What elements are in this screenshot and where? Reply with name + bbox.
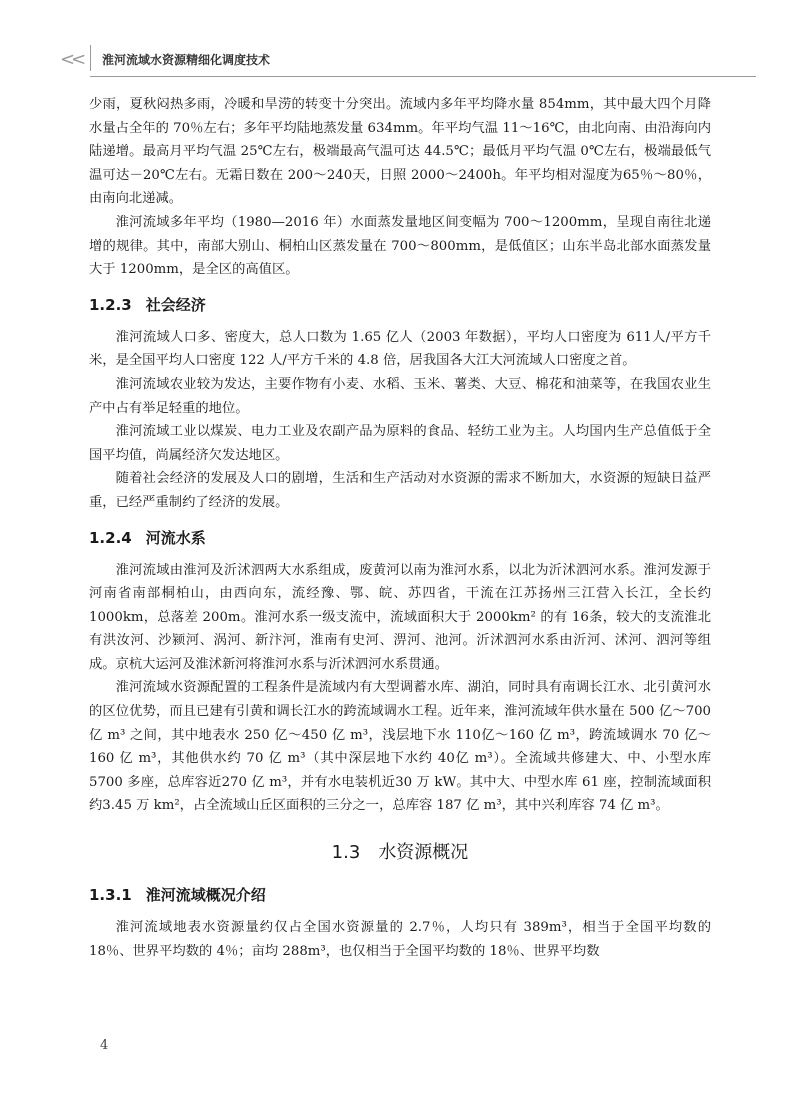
book-title: 淮河流域水资源精细化调度技术: [102, 53, 271, 67]
section-number: 1.2.4: [89, 528, 132, 547]
header-divider: [90, 45, 91, 71]
paragraph-river-system: 淮河流域由淮河及沂沭泗两大水系组成，废黄河以南为淮河水系，以北为沂沭泗河水系。淮河发源于河南省南部桐柏山，由西向东，流经豫、鄂、皖、苏四省，干流在江苏扬州三江营入长江，全长约 1000km，总落差 200m。淮河水系一级支流中，流域面积大于 2000km² 的有 16条，较大的支流淮北有洪汝河、沙颍河、涡河、新汴河，淮南有史河、淠河、池河。沂沭泗河水系由沂河、沭河、泗河等组成。京杭大运河及淮沭新河将淮河水系与沂沭泗河水系贯通。: [89, 562, 711, 672]
section-number: 1.2.3: [89, 295, 132, 314]
paragraph-agriculture: 淮河流域农业较为发达，主要作物有小麦、水稻、玉米、薯类、大豆、棉花和油菜等，在我国农业生产中占有举足轻重的地位。: [89, 376, 711, 416]
paragraph-surface-water: 淮河流域地表水资源量约仅占全国水资源量的 2.7％，人均只有 389m³，相当于全国平均数的 18％、世界平均数的 4％；亩均 288m³，也仅相当于全国平均数的 18％、世界平均数: [89, 920, 711, 959]
header-rule: [90, 76, 756, 77]
paragraph-water-supply: 淮河流域水资源配置的工程条件是流域内有大型调蓄水库、湖泊，同时具有南调长江水、北引黄河水的区位优势，而且已建有引黄和调长江水的跨流域调水工程。近年来，淮河流域年供水量在 500 亿～700 亿 m³ 之间，其中地表水 250 亿～450 亿 m³，浅层地下水 110亿～160 亿 m³，跨流域调水 70 亿～160 亿 m³，其他供水约 70 亿 m³（其中深层地下水约 40亿 m³）。全流域共修建大、中、小型水库 5700 多座，总库容近270 亿 m³，并有水电装机近30 万 kW。其中大、中型水库 61 座，控制流域面积约3.45 万 km²，占全流域山丘区面积的三分之一，总库容 187 亿 m³，其中兴利库容 74 亿 m³。: [89, 680, 711, 814]
paragraph-climate: 少雨，夏秋闷热多雨，冷暖和旱涝的转变十分突出。流域内多年平均降水量 854mm，其中最大四个月降水量占全年的 70％左右；多年平均陆地蒸发量 634mm。年平均气温 11～16℃，由北向南、由沿海向内陆递增。最高月平均气温 25℃左右，极端最高气温可达 44.5℃；最低月平均气温 0℃左右，极端最低气温可达－20℃左右。无霜日数在 200～240天，日照 2000～2400h。年平均相对湿度为65％～80％，由南向北递减。: [89, 97, 711, 207]
section-title: 社会经济: [145, 295, 206, 314]
chapter-title: 水资源概况: [378, 842, 469, 864]
paragraph-water-demand: 随着社会经济的发展及人口的剧增，生活和生产活动对水资源的需求不断加大，水资源的短缺日益严重，已经严重制约了经济的发展。: [89, 471, 711, 510]
running-header: [56, 43, 756, 81]
paragraph-evaporation: 淮河流域多年平均（1980—2016 年）水面蒸发量地区间变幅为 700～1200mm，呈现自南往北递增的规律。其中，南部大别山、桐柏山区蒸发量在 700～800mm，是低值区；山东半岛北部水面蒸发量大于 1200mm，是全区的高值区。: [89, 214, 711, 278]
chapter-heading-water-resources: [89, 840, 711, 866]
section-title: 淮河流域概况介绍: [145, 886, 266, 905]
section-title: 河流水系: [145, 528, 206, 547]
paragraph-industry: 淮河流域工业以煤炭、电力工业及农副产品为原料的食品、轻纺工业为主。人均国内生产总值低于全国平均值，尚属经济欠发达地区。: [89, 424, 711, 463]
paragraph-population: 淮河流域人口多、密度大，总人口数为 1.65 亿人（2003 年数据），平均人口密度为 611人/平方千米，是全国平均人口密度 122 人/平方千米的 4.8 倍，居我国各大江大河流域人口密度之首。: [89, 329, 711, 369]
section-heading-river-system: [89, 527, 711, 549]
page-body: [89, 93, 711, 963]
section-heading-basin-overview: [89, 884, 711, 906]
page-number: 4: [100, 1038, 109, 1053]
chapter-number: 1.3: [331, 842, 361, 864]
double-chevron-left-icon: <<: [60, 49, 83, 70]
section-heading-social-economy: [89, 294, 711, 316]
section-number: 1.3.1: [89, 886, 132, 905]
